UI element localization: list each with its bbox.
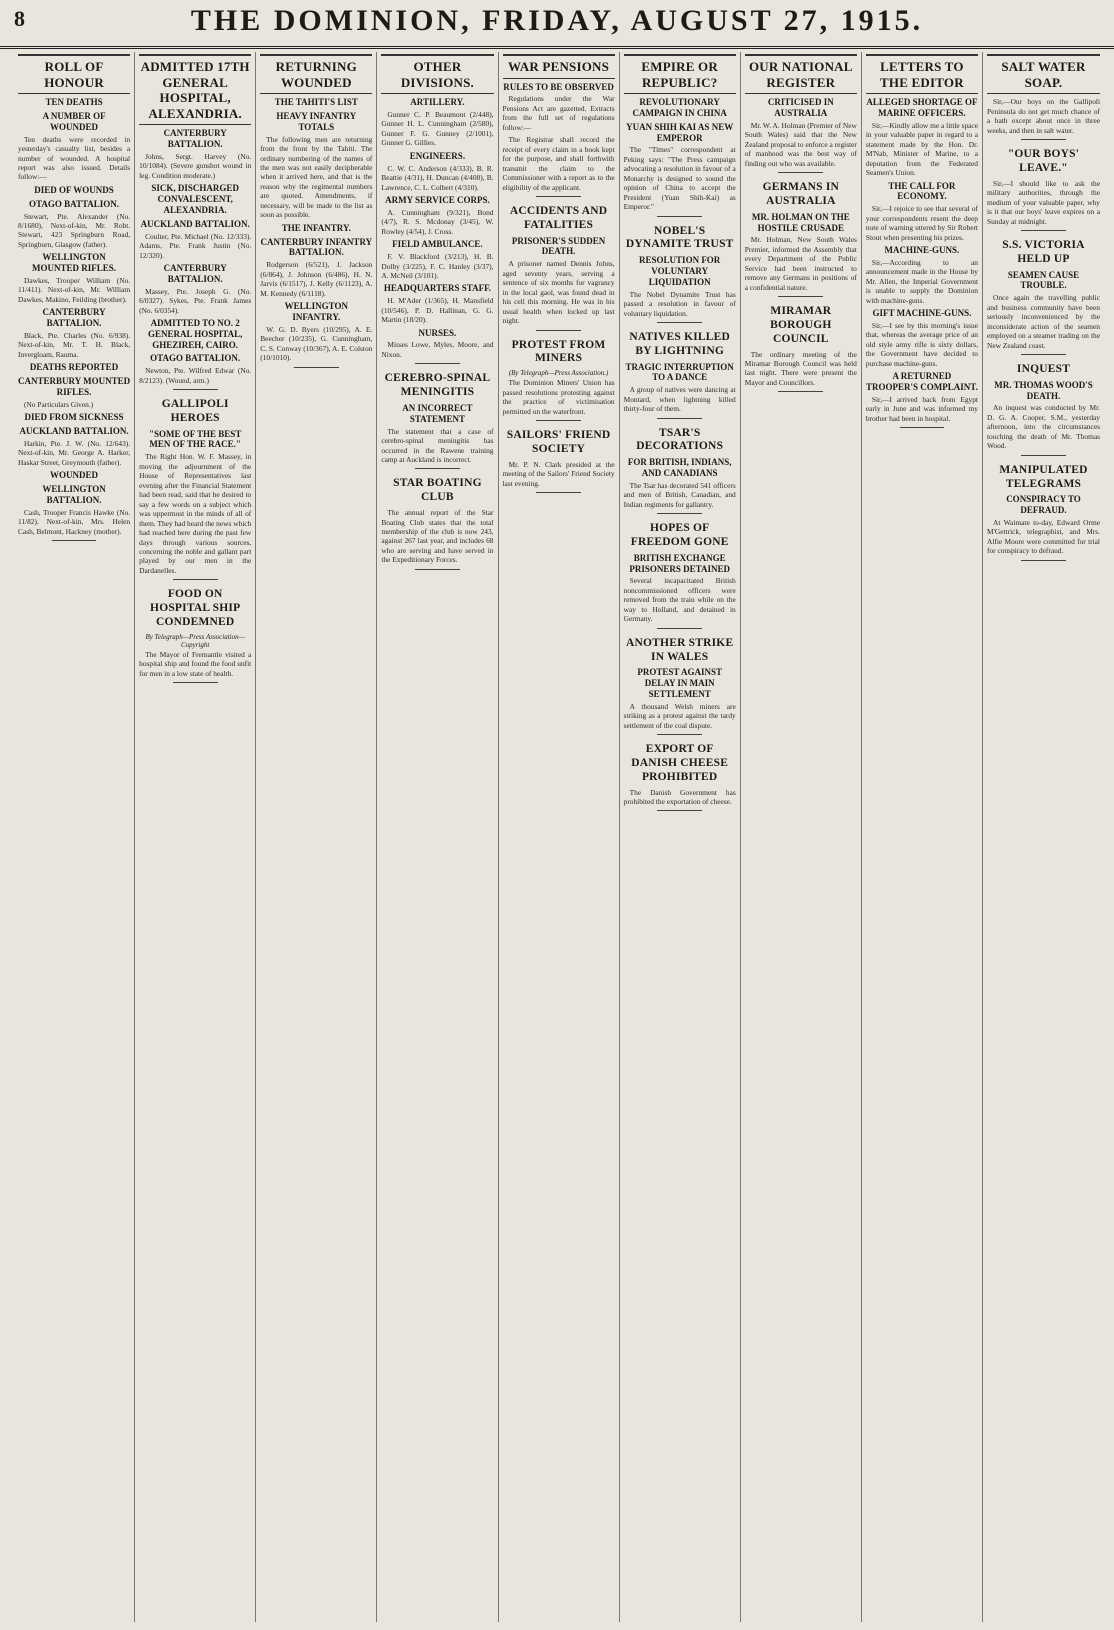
article-headline: WAR PENSIONS — [503, 54, 615, 79]
subheading: WELLINGTON MOUNTED RIFLES. — [32, 252, 117, 274]
article-headline: EMPIRE OR REPUBLIC? — [624, 54, 736, 94]
article-divider — [1021, 455, 1066, 456]
article-paragraph: A thousand Welsh miners are striking as a protest against the tardy settlement of the coal dispute. — [623, 701, 736, 730]
subheading: MACHINE-GUNS. — [884, 245, 960, 256]
article — [139, 398, 251, 580]
article — [18, 54, 130, 541]
article-headline: OTHER DIVISIONS. — [381, 54, 493, 94]
subheading: RULES TO BE OBSERVED — [503, 81, 614, 92]
article — [381, 477, 493, 569]
subheading: DIED OF WOUNDS — [34, 184, 114, 195]
article — [624, 331, 736, 419]
masthead-title: THE DOMINION, FRIDAY, AUGUST 27, 1915. — [190, 4, 924, 37]
subheading: SEAMEN CAUSE TROUBLE. — [1007, 269, 1080, 291]
subheading: ARMY SERVICE CORPS. — [385, 195, 490, 206]
article-paragraph: Mr. Holman, New South Wales Premier, informed the Assembly that every Department of the Public Service had been instructed to remove any Germans in positions of a confidential nature. — [744, 235, 857, 292]
article-paragraph: Sir,—According to an announcement made in the House by Mr. Allen, the Imperial Government is unable to supply the Dominion with machine-guns. — [865, 257, 978, 305]
article-paragraph: Gunner C. P. Beaumont (2/448), Gunner H. L. Cunningham (2/580), Gunner F. G. Gunney (2/1001), Gunner G. Gillies. — [381, 109, 494, 148]
subheading: WOUNDED — [50, 470, 99, 481]
article-paragraph: Mr. W. A. Holman (Premier of New South Wales) said that the New Zealand proposal to enforce a register of manhood was the best way of finding out who was available. — [744, 120, 857, 168]
article-divider — [1021, 139, 1066, 140]
article-headline: CEREBRO-SPINAL MENINGITIS — [384, 372, 491, 399]
subheading: ALLEGED SHORTAGE OF MARINE OFFICERS. — [866, 97, 978, 118]
article-headline: "OUR BOYS' LEAVE." — [1007, 148, 1080, 174]
article-divider — [657, 216, 702, 217]
article — [503, 205, 615, 330]
article — [987, 239, 1100, 355]
article-paragraph: Black, Pte. Charles (No. 6/938). Next-of-kin, Mr. T. H. Black, Invergloam, Rauma. — [18, 330, 131, 359]
subheading: AN INCORRECT STATEMENT — [402, 403, 473, 424]
article-paragraph: Ten deaths were recorded in yesterday's casualty list, besides a number of wounded. A hospital report was also issued. Details follow:— — [18, 134, 131, 182]
article-divider — [294, 367, 339, 368]
article-divider — [536, 420, 581, 421]
subheading: DIED FROM SICKNESS — [24, 412, 124, 423]
subheading: CANTERBURY BATTALION. — [163, 128, 227, 150]
article-headline: STAR BOATING CLUB — [393, 477, 482, 504]
article — [624, 637, 736, 735]
subheading: "SOME OF THE BEST MEN OF THE RACE." — [149, 428, 242, 450]
article-divider — [657, 810, 702, 811]
column-6 — [620, 52, 741, 1622]
article-headline: ADMITTED 17TH GENERAL HOSPITAL, ALEXANDRIA. — [139, 54, 251, 125]
subheading: CANTERBURY MOUNTED RIFLES. — [18, 376, 131, 397]
article-paragraph: The annual report of the Star Boating Club states that the total membership of the club is now 243, against 267 last year, and includes 68 who are serving and have served in the Expeditionary Forces. — [381, 508, 494, 565]
article-paragraph: The following men are returning from the front by the Tahiti. The ordinary numbering of the names of the men was not easily decipherable when it arrived here, and that is the reason why the regimental numbers are quoted. Amendments, if necessary, will be made to the list as soon as possible. — [260, 134, 373, 220]
article-paragraph: The statement that a case of cerebro-spinal meningitis has occurred in the Rawene training camp at Auckland is incorrect. — [381, 426, 494, 464]
article-paragraph: The "Times" correspondent at Peking says: "The Press campaign advocating a resolution in favour of a Monarchy is designed to sound the opinion of China to accept the President (Yuan Shih-Kai) as Emperor." — [623, 145, 736, 212]
subheading: (By Telegraph—Press Association.) — [508, 369, 609, 378]
article-paragraph: A. Cunningham (9/321), Bond (4/7), R. S. Mcdonay (3/45), W. Rowley (4/54), J. Cross. — [381, 207, 494, 236]
subheading: THE CALL FOR ECONOMY. — [888, 180, 956, 202]
subheading: YUAN SHIH KAI AS NEW EMPEROR — [626, 121, 734, 143]
article-divider — [415, 569, 460, 570]
article-divider — [657, 513, 702, 514]
article-paragraph: A prisoner named Dennis Johns, aged seventy years, serving a sentence of six months for vagrancy in the local gaol, was found dead in his cell this morning. He was in his usual health when locked up last night. — [502, 259, 615, 326]
subheading: REVOLUTIONARY CAMPAIGN IN CHINA — [632, 97, 727, 118]
subheading: AUCKLAND BATTALION. — [140, 218, 250, 229]
article-paragraph: Sir,—I should like to ask the military authorities, through the medium of your valuable paper, why is it that our boys' leave expires on a Sunday at midnight. — [987, 178, 1100, 226]
article-paragraph: The Mayor of Fremantle visited a hospital ship and found the food unfit for men in a low state of health. — [139, 649, 252, 678]
subheading: CANTERBURY BATTALION. — [42, 307, 106, 329]
subheading: SICK, DISCHARGED CONVALESCENT, ALEXANDRIA. — [151, 183, 239, 215]
article-paragraph: The Right Hon. W. F. Massey, in moving the adjournment of the House of Representatives last evening after the Financial Statement had been read, said that he desired to say a few words on a subject which was uppermost in the minds of all of them. They had heard the news which had reached here during the past few days through various sources, concerning the noble and gallant part played by our men in the Dardanelles. — [139, 452, 252, 575]
subheading: ARTILLERY. — [410, 97, 465, 108]
article-headline: HOPES OF FREEDOM GONE — [630, 522, 729, 549]
subheading: NURSES. — [418, 327, 457, 338]
article-paragraph: Sir,—Our boys on the Gallipoli Peninsula do not get much chance of a bath except about once in three weeks, and then in salt water. — [987, 97, 1100, 135]
article — [624, 427, 736, 515]
subheading: WELLINGTON INFANTRY. — [284, 301, 348, 322]
column-3 — [256, 52, 377, 1622]
article-paragraph: Misses Lowe, Myles, Moore, and Nixon. — [381, 340, 494, 359]
article-paragraph: The ordinary meeting of the Miramar Borough Council was held last night. There were present the Mayor and Councillors. — [744, 349, 857, 387]
article — [745, 305, 857, 392]
article-paragraph: Dawkes, Trooper William (No. 11/411). Next-of-kin, Mr. William Dawkes, Makino, Feilding (brother). — [18, 275, 131, 304]
article — [745, 54, 857, 173]
column-2 — [135, 52, 256, 1622]
article-paragraph: An inquest was conducted by Mr. D. G. A. Cooper, S.M., yesterday afternoon, into the circumstances touching the death of Mr. Thomas Wood. — [987, 403, 1100, 451]
subheading: By Telegraph—Press Association—Copyright — [145, 632, 245, 649]
article-divider — [415, 468, 460, 469]
subheading: OTAGO BATTALION. — [29, 198, 120, 209]
article-headline: SAILORS' FRIEND SOCIETY — [506, 429, 611, 455]
article-headline: FOOD ON HOSPITAL SHIP CONDEMNED — [150, 588, 241, 628]
article-paragraph: C. W. C. Anderson (4/333), B. R. Beattie (4/31), H. Duncan (4/408), B. Lawrence, C. L. Colbert (4/310). — [381, 163, 494, 192]
article-paragraph: At Waimate to-day, Edward Orme M'Gettrick, telegraphist, and Mrs. Alfie Moore were committed for trial for conspiracy to defraud. — [987, 517, 1100, 556]
article — [987, 54, 1100, 140]
article-divider — [657, 734, 702, 735]
article-paragraph: Sir,—I arrived back from Egypt early in June and was informed my brother had been in hospital. — [865, 394, 978, 423]
article-paragraph: Mr. P. N. Clark presided at the meeting of the Sailors' Friend Society last evening. — [502, 459, 615, 488]
subheading: FIELD AMBULANCE. — [392, 239, 483, 250]
article-paragraph: Johns, Sergt. Harvey (No. 10/1084). (Severe gunshot wound in leg. Condition moderate.) — [139, 151, 252, 180]
subheading: RESOLUTION FOR VOLUNTARY LIQUIDATION — [639, 255, 721, 287]
subheading: ADMITTED TO NO. 2 GENERAL HOSPITAL, GHEZIREH, CAIRO. — [148, 317, 243, 350]
article-headline: TSAR'S DECORATIONS — [636, 426, 724, 453]
column-8 — [862, 52, 983, 1622]
subheading: MR. HOLMAN ON THE HOSTILE CRUSADE — [751, 211, 850, 233]
article-divider — [52, 540, 97, 541]
column-1 — [14, 52, 135, 1622]
article-divider — [415, 363, 460, 364]
article-headline: EXPORT OF DANISH CHEESE PROHIBITED — [631, 743, 729, 783]
article-paragraph: Rodgerson (6/521), J. Jackson (6/864), J. Johnson (6/486), H. N. Jarvis (6/1517), J. Kelly (6/1123), A. M. Kennedy (6/1118). — [260, 260, 373, 298]
article-headline: ACCIDENTS AND FATALITIES — [509, 205, 608, 231]
subheading: A RETURNED TROOPER'S COMPLAINT. — [866, 371, 978, 393]
article-paragraph: Sir,—I rejoice to see that several of your correspondents resent the deep note of warning uttered by Sir Robert Stout when presenting his prizes. — [865, 204, 978, 242]
article-paragraph: F. V. Blackford (3/213), H. B. Dolby (3/225), F. C. Hanley (3/37), A. McNeil (3/101). — [381, 252, 494, 280]
article-headline: OUR NATIONAL REGISTER — [745, 54, 857, 94]
subheading: WELLINGTON BATTALION. — [42, 484, 106, 505]
masthead — [0, 0, 1114, 49]
article-paragraph: Coulter, Pte. Michael (No. 12/333). Adams, Pte. Frank Justin (No. 12/320). — [139, 231, 252, 260]
article — [987, 464, 1100, 561]
article-paragraph: The Registrar shall record the receipt of every claim in a book kept for the purpose, and shall forthwith transmit the claim to the Commissioner with a report as to the eligibility of the applicant. — [502, 135, 615, 192]
article-paragraph: The Nobel Dynamite Trust has passed a resolution in favour of voluntary liquidation. — [623, 289, 736, 318]
article-paragraph: Sir,—Kindly allow me a little space in your valuable paper in regard to a statement made by the Hon. Dr. M'Nab, Minister of Marine, to a deputation from the Federated Seamen's Union. — [865, 120, 978, 178]
article-paragraph: Several incapacitated British noncommissioned officers were removed from the train while on the way to Holland, and detained in Germany. — [623, 576, 736, 624]
article-headline: LETTERS TO THE EDITOR — [866, 54, 978, 94]
article — [503, 429, 615, 493]
article-paragraph: W. G. D. Byers (10/295), A. E. Beecher (10/235), G. Cunningham, C. S. Conway (10/367), A. E. Colston (10/1010). — [260, 324, 373, 363]
newspaper-columns — [14, 52, 1104, 1622]
article-paragraph: Massey, Pte. Joseph G. (No. 6/0327). Sykes, Pte. Frank James (No. 6/0354). — [139, 286, 252, 315]
subheading: FOR BRITISH, INDIANS, AND CANADIANS — [627, 457, 732, 479]
article-divider — [1021, 354, 1066, 355]
article — [987, 363, 1100, 456]
article-divider — [778, 172, 823, 173]
article-divider — [657, 628, 702, 629]
article-divider — [900, 427, 945, 428]
article-paragraph: Newton, Pte. Wilfred Edwar (No. 8/2123). (Wound, arm.) — [139, 366, 252, 385]
article — [503, 339, 615, 421]
article-headline: GALLIPOLI HEROES — [161, 398, 229, 424]
article-headline: ROLL OF HONOUR — [18, 54, 130, 94]
subheading: AUCKLAND BATTALION. — [19, 426, 129, 437]
article-divider — [173, 682, 218, 683]
subheading: BRITISH EXCHANGE PRISONERS DETAINED — [629, 552, 730, 574]
article-paragraph: The Tsar has decorated 541 officers and men of British, Canadian, and Indian regiments for gallantry. — [623, 480, 736, 509]
subheading: DEATHS REPORTED — [29, 362, 119, 373]
article-divider — [536, 330, 581, 331]
subheading: HEAVY INFANTRY TOTALS — [276, 110, 357, 132]
article-divider — [657, 322, 702, 323]
article-paragraph: Regulations under the War Pensions Act are gazetted. Extracts from the full set of regulations follow:— — [502, 94, 615, 132]
article-divider — [173, 389, 218, 390]
article-headline: S.S. VICTORIA HELD UP — [1002, 239, 1085, 265]
article-divider — [536, 196, 581, 197]
article-headline: ANOTHER STRIKE IN WALES — [626, 636, 734, 663]
article-paragraph: Sir,—I see by this morning's issue that, whereas the average price of an old style army rifle is sixty dollars, the Government have decided to purchase machine-guns. — [865, 321, 978, 368]
subheading: HEADQUARTERS STAFF. — [383, 283, 492, 294]
article-paragraph: Harkin, Pte. J. W. (No. 12/643). Next-of-kin, Mr. George A. Harker, Haskar Street, Greymouth (father). — [18, 438, 131, 467]
article-headline: RETURNING WOUNDED — [260, 54, 372, 94]
article-headline: SALT WATER SOAP. — [987, 54, 1100, 94]
subheading: A NUMBER OF WOUNDED — [42, 110, 106, 132]
subheading: GIFT MACHINE-GUNS. — [872, 308, 972, 319]
article-divider — [778, 391, 823, 392]
article-headline: NOBEL'S DYNAMITE TRUST — [625, 224, 734, 251]
article — [381, 54, 493, 364]
article-headline: MANIPULATED TELEGRAMS — [999, 463, 1088, 490]
article-paragraph: Once again the travelling public and business community have been seriously inconvenienced by the inconsiderate action of the seamen employed on a steamer trading on the New Zealand coast. — [987, 293, 1100, 350]
subheading: CANTERBURY INFANTRY BATTALION. — [260, 236, 373, 258]
subheading: CONSPIRACY TO DEFRAUD. — [1006, 494, 1081, 516]
subheading: THE TAHITI'S LIST — [274, 97, 358, 108]
article — [624, 54, 736, 217]
subheading: THE INFANTRY. — [281, 222, 351, 233]
article — [745, 181, 857, 297]
article-divider — [778, 296, 823, 297]
column-9 — [983, 52, 1104, 1622]
article-paragraph: H. M'Ader (1/365), H. Mansfield (10/546), P. D. Hallinan, G. G. Martin (18/20). — [381, 296, 494, 325]
article — [866, 54, 978, 428]
subheading: TEN DEATHS — [45, 97, 103, 108]
subheading: ENGINEERS. — [409, 150, 466, 161]
subheading: CRITICISED IN AUSTRALIA — [767, 97, 834, 118]
article — [503, 54, 615, 197]
page-number: 8 — [14, 6, 25, 31]
article — [624, 743, 736, 811]
article-divider — [1021, 560, 1066, 561]
article-paragraph: Stewart, Pte. Alexander (No. 8/1680), Next-of-kin, Mr. Robt. Stewart, 423 Springburn Road, Springburn, Glasgow (father). — [18, 211, 131, 249]
article — [139, 54, 251, 390]
article-headline: INQUEST — [1016, 363, 1071, 375]
subheading: MR. THOMAS WOOD'S DEATH. — [994, 379, 1093, 401]
subheading: PRISONER'S SUDDEN DEATH. — [511, 235, 606, 257]
article — [624, 522, 736, 629]
article-headline: PROTEST FROM MINERS — [511, 338, 606, 365]
article-paragraph: Cash, Trooper Francis Hawke (No. 11/82). Next-of-kin, Mrs. Helen Cash, Belmont, Hackney (mother). — [18, 507, 131, 536]
column-7 — [741, 52, 862, 1622]
article-divider — [173, 579, 218, 580]
article — [381, 372, 493, 469]
subheading: CANTERBURY BATTALION. — [163, 262, 227, 284]
subheading: PROTEST AGAINST DELAY IN MAIN SETTLEMENT — [637, 667, 722, 699]
article-headline: NATIVES KILLED BY LIGHTNING — [629, 331, 731, 357]
article-headline: GERMANS IN AUSTRALIA — [762, 181, 840, 207]
subheading: OTAGO BATTALION. — [150, 353, 241, 364]
article-divider — [1021, 230, 1066, 231]
article-paragraph: The Danish Government has prohibited the exportation of cheese. — [623, 787, 736, 807]
article-headline: MIRAMAR BOROUGH COUNCIL — [770, 305, 832, 345]
article-paragraph: (No Particulars Given.) — [24, 399, 94, 409]
column-4 — [377, 52, 498, 1622]
column-5 — [499, 52, 620, 1622]
article — [987, 148, 1100, 231]
article — [139, 588, 251, 683]
article-divider — [536, 492, 581, 493]
article-paragraph: A group of natives were dancing at Montard, when lightning killed thirty-four of them. — [623, 385, 736, 414]
article — [260, 54, 372, 368]
article-divider — [657, 418, 702, 419]
article — [624, 225, 736, 323]
article-paragraph: The Dominion Miners' Union has passed resolutions protesting against the practice of victimisation permitted on the waterfront. — [502, 378, 615, 416]
subheading: TRAGIC INTERRUPTION TO A DANCE — [625, 361, 734, 383]
